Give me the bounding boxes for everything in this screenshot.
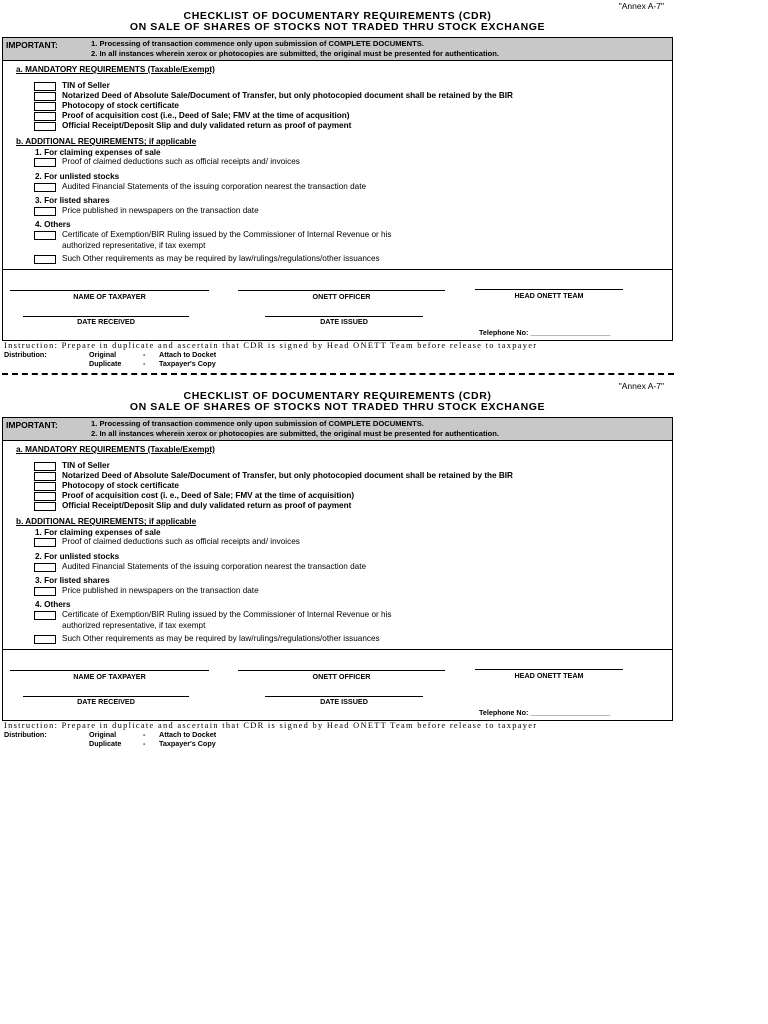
instruction-text: Instruction: Prepare in duplicate and ascertain that CDR is signed by Head ONETT Team before release to taxpayer (4, 721, 538, 730)
sub-heading-unlisted: 2. For unlisted stocks (35, 172, 120, 181)
important-banner (3, 38, 672, 61)
checkbox[interactable] (34, 82, 56, 91)
sub-heading-unlisted: 2. For unlisted stocks (35, 552, 120, 561)
checklist-item-label: Notarized Deed of Absolute Sale/Document of Transfer, but only photocopied document shall be retained by the BIR (62, 471, 513, 480)
checklist-item-newspaper-price[interactable] (34, 207, 674, 216)
checklist-item-stock-certificate[interactable] (34, 482, 674, 491)
date-issued-label: DATE ISSUED (320, 317, 368, 326)
checkbox[interactable] (34, 92, 56, 101)
instruction-text: Instruction: Prepare in duplicate and ascertain that CDR is signed by Head ONETT Team before release to taxpayer (4, 341, 538, 350)
checklist-item-tin[interactable] (34, 82, 674, 91)
distribution-label: Distribution: (4, 350, 47, 359)
distribution-dash: - (143, 739, 146, 748)
checkbox[interactable] (34, 587, 56, 596)
distribution-duplicate-dest: Taxpayer's Copy (159, 739, 216, 748)
checkbox[interactable] (34, 563, 56, 572)
sub-heading-listed: 3. For listed shares (35, 576, 110, 585)
section-divider (3, 269, 672, 270)
section-b-heading: b. ADDITIONAL REQUIREMENTS; if applicable (16, 137, 197, 146)
sub-heading-others: 4. Others (35, 220, 71, 229)
checklist-item-label: Official Receipt/Deposit Slip and duly validated return as proof of payment (62, 121, 352, 130)
section-b-heading: b. ADDITIONAL REQUIREMENTS; if applicable (16, 517, 197, 526)
head-onett-team-label: HEAD ONETT TEAM (514, 671, 584, 680)
checklist-item-acquisition-cost[interactable] (34, 492, 674, 501)
telephone-field[interactable]: Telephone No: ____________________ (479, 708, 611, 717)
distribution-label: Distribution: (4, 730, 47, 739)
distribution-duplicate-dest: Taxpayer's Copy (159, 359, 216, 368)
checklist-item-audited-fs[interactable] (34, 183, 674, 192)
distribution-dash: - (143, 359, 146, 368)
onett-officer-label: ONETT OFFICER (312, 672, 371, 681)
name-of-taxpayer-label: NAME OF TAXPAYER (73, 292, 146, 301)
checkbox[interactable] (34, 231, 56, 240)
checklist-item-label-continued: authorized representative, if tax exempt (62, 241, 206, 250)
checklist-item-label-continued: authorized representative, if tax exempt (62, 621, 206, 630)
checkbox[interactable] (34, 492, 56, 501)
distribution-original: Original (89, 350, 117, 359)
date-received-label: DATE RECEIVED (77, 317, 135, 326)
checklist-item-official-receipt[interactable] (34, 502, 674, 511)
signature-line-head-onett[interactable] (475, 289, 623, 290)
checklist-item-label: Audited Financial Statements of the issuing corporation nearest the transaction date (62, 182, 367, 191)
checklist-item-tin[interactable] (34, 462, 674, 471)
checkbox[interactable] (34, 482, 56, 491)
checklist-item-stock-certificate[interactable] (34, 102, 674, 111)
important-note-1: 1. Processing of transaction commence only upon submission of COMPLETE DOCUMENTS. (91, 419, 424, 428)
important-note-2: 2. In all instances wherein xerox or photocopies are submitted, the original must be presented for authentication. (91, 49, 500, 58)
checklist-item-label: Proof of acquisition cost (i.e., Deed of Sale; FMV at the time of acqusition) (62, 111, 350, 120)
section-divider (3, 649, 672, 650)
important-label: IMPORTANT: (6, 420, 58, 430)
sub-heading-others: 4. Others (35, 600, 71, 609)
title-line-1: CHECKLIST OF DOCUMENTARY REQUIREMENTS (CDR) (183, 10, 492, 22)
distribution-duplicate: Duplicate (89, 739, 122, 748)
checklist-item-label: Proof of acquisition cost (i. e., Deed of Sale; FMV at the time of acquisition) (62, 491, 355, 500)
checklist-item-deed-of-sale[interactable] (34, 472, 674, 481)
section-a-heading: a. MANDATORY REQUIREMENTS (Taxable/Exempt) (16, 65, 215, 74)
checklist-item-acquisition-cost[interactable] (34, 112, 674, 121)
checkbox[interactable] (34, 462, 56, 471)
distribution-dash: - (143, 350, 146, 359)
form-title (0, 11, 675, 33)
checklist-box (2, 417, 673, 721)
checkbox[interactable] (34, 102, 56, 111)
sub-heading-expenses: 1. For claiming expenses of sale (35, 528, 161, 537)
cut-line (2, 373, 674, 375)
distribution-duplicate: Duplicate (89, 359, 122, 368)
checklist-item-label: TIN of Seller (62, 461, 110, 470)
checklist-item-exemption[interactable] (34, 611, 674, 620)
head-onett-team-label: HEAD ONETT TEAM (514, 291, 584, 300)
checklist-item-label: Such Other requirements as may be required by law/rulings/regulations/other issuances (62, 254, 380, 263)
checkbox[interactable] (34, 635, 56, 644)
signature-line-onett-officer[interactable] (238, 290, 445, 291)
important-note-1: 1. Processing of transaction commence only upon submission of COMPLETE DOCUMENTS. (91, 39, 424, 48)
distribution-dash: - (143, 730, 146, 739)
checklist-item-label: Price published in newspapers on the transaction date (62, 586, 259, 595)
checklist-item-label: Certificate of Exemption/BIR Ruling issued by the Commissioner of Internal Revenue or his (62, 230, 392, 239)
checklist-item-newspaper-price[interactable] (34, 587, 674, 596)
annex-label: "Annex A-7" (618, 1, 664, 11)
sub-heading-expenses: 1. For claiming expenses of sale (35, 148, 161, 157)
checklist-item-other-requirements[interactable] (34, 255, 674, 264)
checklist-item-other-requirements[interactable] (34, 635, 674, 644)
sub-heading-listed: 3. For listed shares (35, 196, 110, 205)
checklist-item-label: Audited Financial Statements of the issuing corporation nearest the transaction date (62, 562, 367, 571)
checklist-item-label: Photocopy of stock certificate (62, 481, 179, 490)
checklist-item-label: Notarized Deed of Absolute Sale/Document of Transfer, but only photocopied document shall be retained by the BIR (62, 91, 513, 100)
checkbox[interactable] (34, 158, 56, 167)
checklist-item-label: Such Other requirements as may be required by law/rulings/regulations/other issuances (62, 634, 380, 643)
important-label: IMPORTANT: (6, 40, 58, 50)
checklist-item-audited-fs[interactable] (34, 563, 674, 572)
checkbox[interactable] (34, 538, 56, 547)
date-received-label: DATE RECEIVED (77, 697, 135, 706)
form-title (0, 391, 675, 413)
checkbox[interactable] (34, 472, 56, 481)
title-line-2: ON SALE OF SHARES OF STOCKS NOT TRADED THRU STOCK EXCHANGE (129, 21, 546, 33)
checklist-item-label: TIN of Seller (62, 81, 110, 90)
checkbox[interactable] (34, 112, 56, 121)
important-note-2: 2. In all instances wherein xerox or photocopies are submitted, the original must be presented for authentication. (91, 429, 500, 438)
signature-line-taxpayer[interactable] (10, 670, 209, 671)
name-of-taxpayer-label: NAME OF TAXPAYER (73, 672, 146, 681)
signature-line-head-onett[interactable] (475, 669, 623, 670)
title-line-1: CHECKLIST OF DOCUMENTARY REQUIREMENTS (CDR) (183, 390, 492, 402)
checklist-item-label: Proof of claimed deductions such as official receipts and/ invoices (62, 157, 300, 166)
distribution-original: Original (89, 730, 117, 739)
checkbox[interactable] (34, 255, 56, 264)
signature-line-taxpayer[interactable] (10, 290, 209, 291)
telephone-field[interactable]: Telephone No: ____________________ (479, 328, 611, 337)
section-a-heading: a. MANDATORY REQUIREMENTS (Taxable/Exempt) (16, 445, 215, 454)
title-line-2: ON SALE OF SHARES OF STOCKS NOT TRADED THRU STOCK EXCHANGE (129, 401, 546, 413)
checklist-item-deductions[interactable] (34, 158, 674, 167)
checklist-item-exemption[interactable] (34, 231, 674, 240)
signature-line-onett-officer[interactable] (238, 670, 445, 671)
checklist-item-label: Photocopy of stock certificate (62, 101, 179, 110)
date-issued-label: DATE ISSUED (320, 697, 368, 706)
checkbox[interactable] (34, 502, 56, 511)
checklist-item-deductions[interactable] (34, 538, 674, 547)
checkbox[interactable] (34, 183, 56, 192)
distribution-original-dest: Attach to Docket (159, 350, 217, 359)
annex-label: "Annex A-7" (618, 381, 664, 391)
checklist-item-label: Official Receipt/Deposit Slip and duly validated return as proof of payment (62, 501, 352, 510)
checklist-item-label: Price published in newspapers on the transaction date (62, 206, 259, 215)
checklist-item-label: Proof of claimed deductions such as official receipts and/ invoices (62, 537, 300, 546)
checkbox[interactable] (34, 611, 56, 620)
checklist-box (2, 37, 673, 341)
checkbox[interactable] (34, 122, 56, 131)
checklist-item-deed-of-sale[interactable] (34, 92, 674, 101)
onett-officer-label: ONETT OFFICER (312, 292, 371, 301)
checkbox[interactable] (34, 207, 56, 216)
distribution-original-dest: Attach to Docket (159, 730, 217, 739)
important-banner (3, 418, 672, 441)
checklist-item-official-receipt[interactable] (34, 122, 674, 131)
checklist-item-label: Certificate of Exemption/BIR Ruling issued by the Commissioner of Internal Revenue or his (62, 610, 392, 619)
